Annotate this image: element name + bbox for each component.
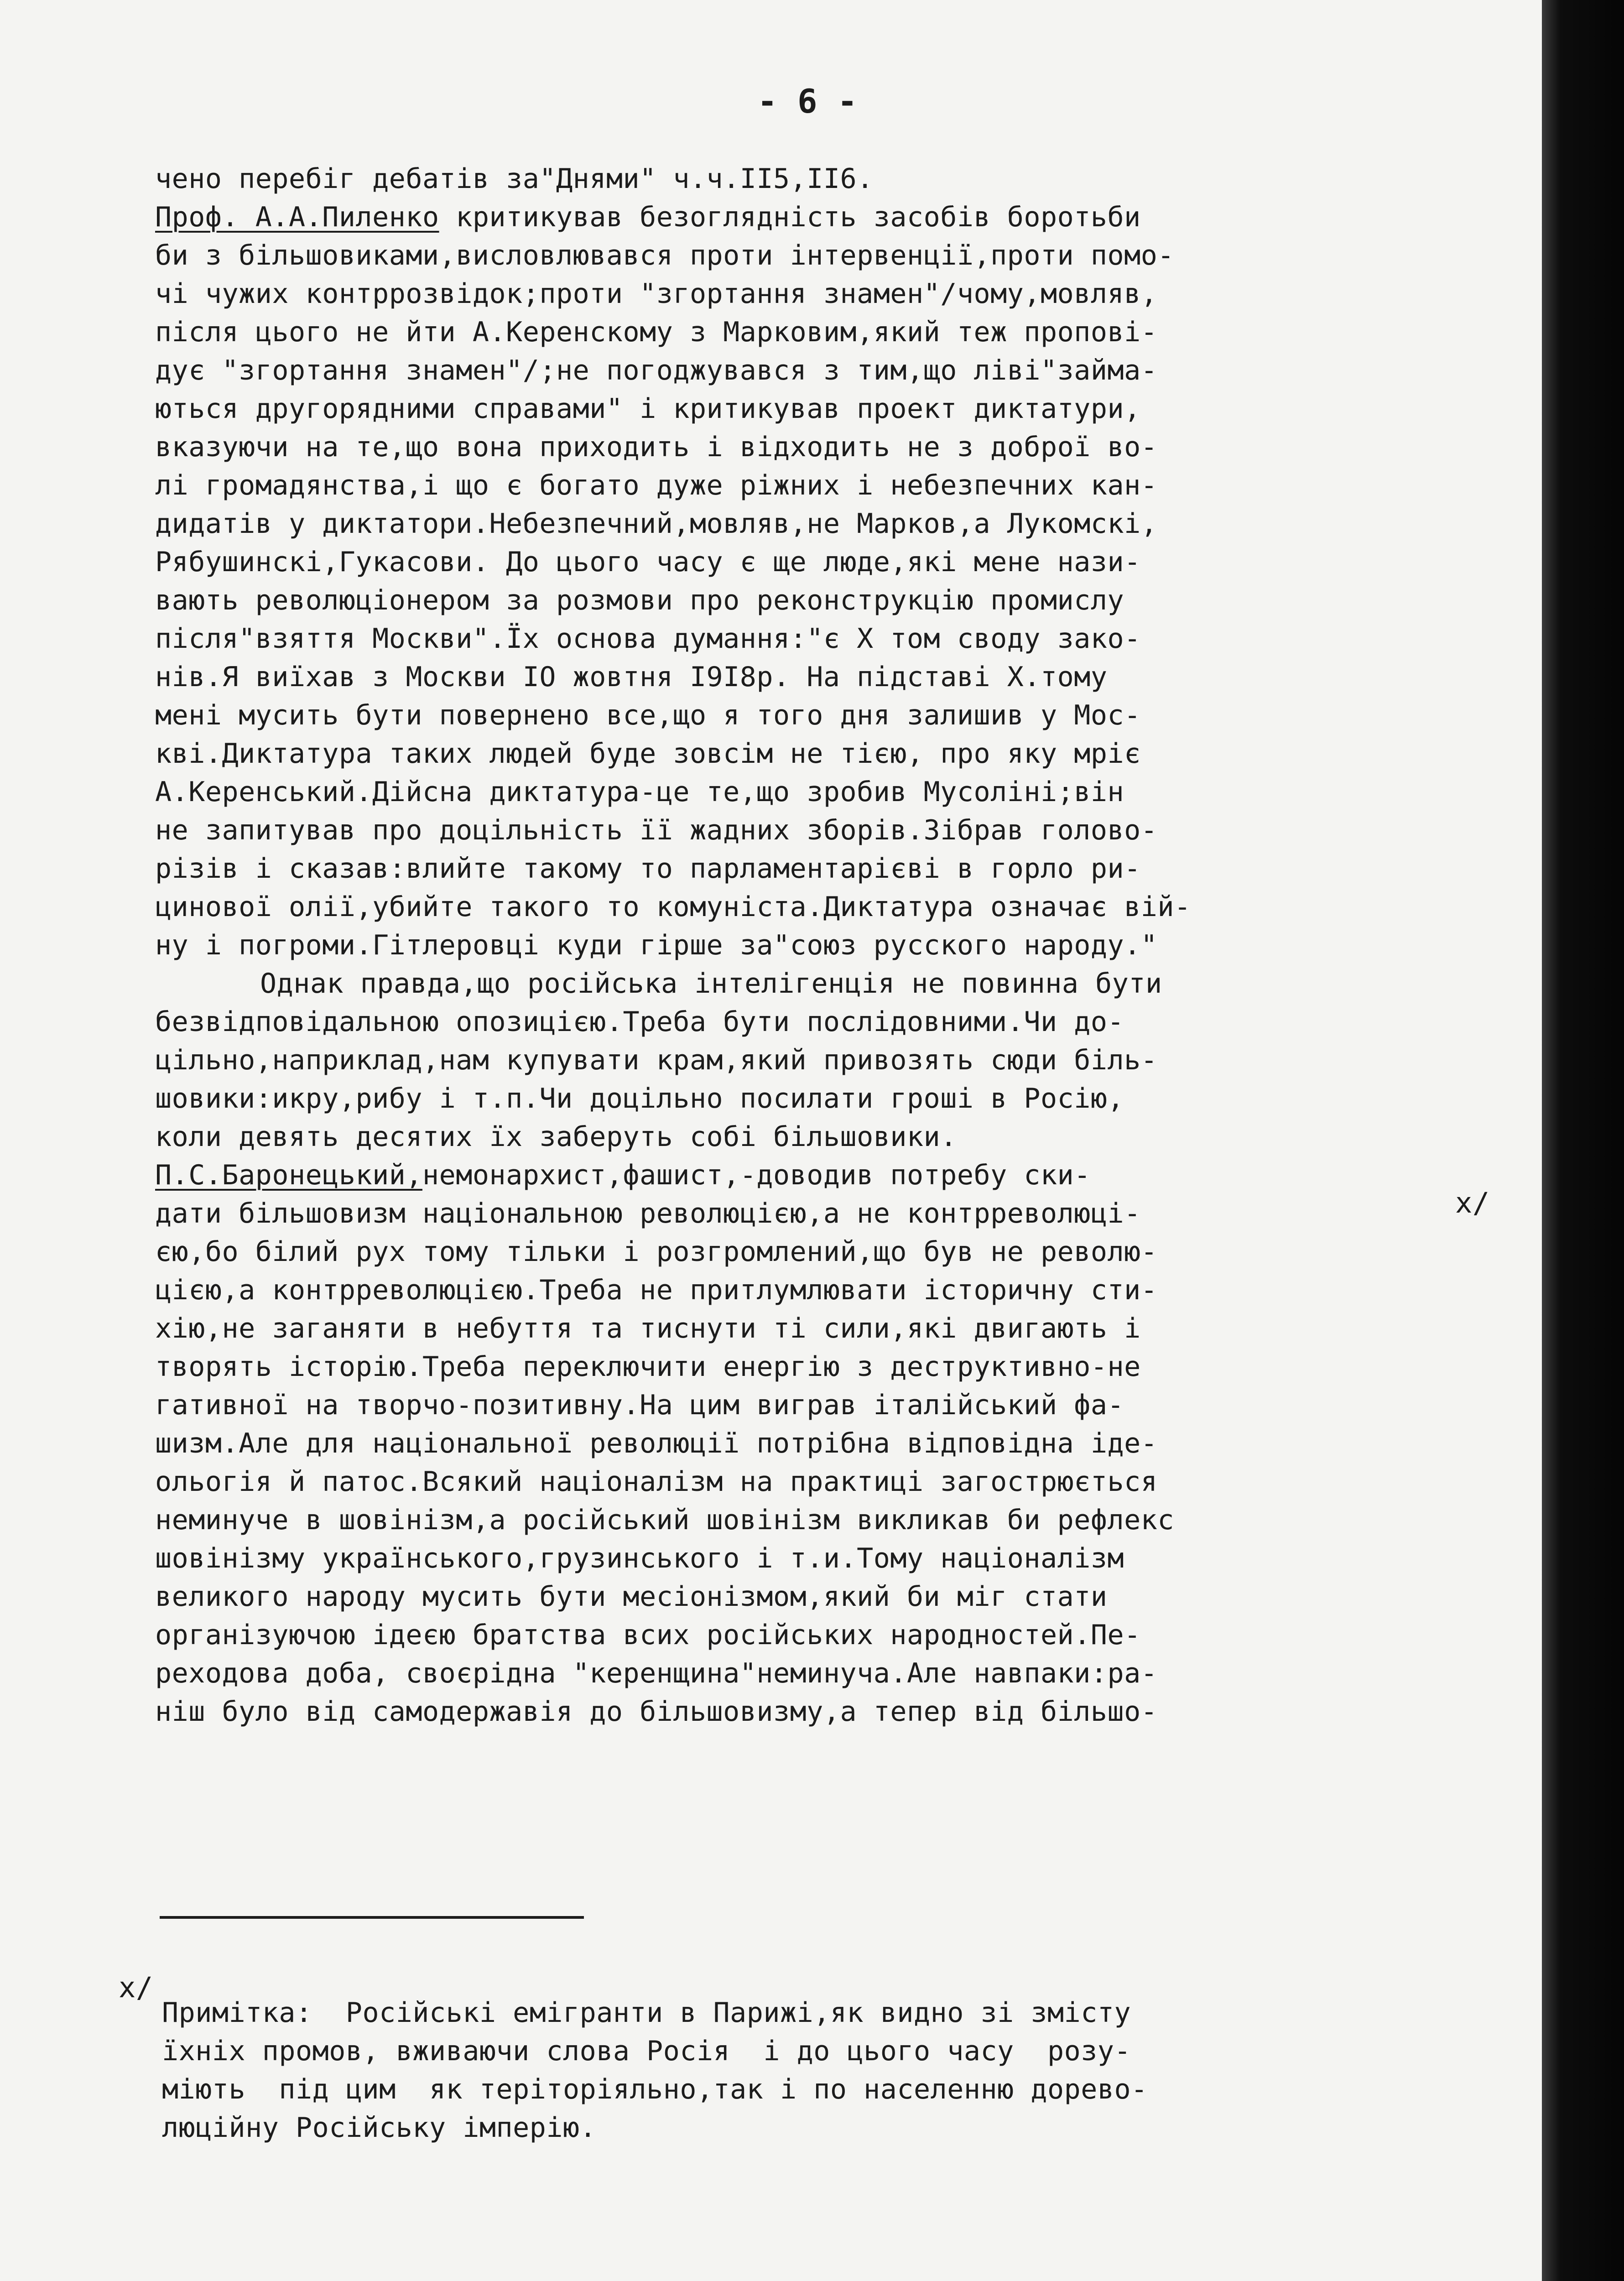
text-line [155, 1578, 1478, 1616]
line-text: ніш було від самодержавія до більшовизму,а тепер від більшо- [155, 1696, 1158, 1728]
line-text: мені мусить бути повернено все,що я того дня залишив у Мос- [155, 699, 1141, 731]
line-text: лі громадянства,і що є богато дуже ріжних і небезпечних кан- [155, 469, 1158, 501]
line-text: після цього не йти А.Керенскому з Марковим,який теж пропові- [155, 316, 1158, 348]
line-text: шовінізму українського,грузинського і т.и.Тому націоналізм [155, 1542, 1124, 1574]
text-line [155, 1233, 1478, 1271]
footnote-line: люційну Російську імперію. [162, 2112, 597, 2144]
text-line [155, 275, 1478, 313]
line-text: реходова доба, своєрідна "керенщина"неминуча.Але навпаки:ра- [155, 1657, 1158, 1689]
line-text: хію,не заганяти в небуття та тиснути ті сили,які двигають і [155, 1312, 1141, 1344]
text-line [155, 1654, 1478, 1693]
line-text: Рябушинскі,Гукасови. До цього часу є ще люде,які мене нази- [155, 546, 1141, 578]
text-line [155, 505, 1478, 543]
text-line [155, 198, 1478, 236]
text-line [155, 581, 1478, 620]
page-number: - 6 - [757, 82, 858, 120]
line-text: чі чужих контррозвідок;проти "згортання знамен"/чому,мовляв, [155, 278, 1158, 310]
text-line [155, 926, 1478, 964]
line-text: неминуче в шовінізм,а російський шовінізм викликав би рефлекс [155, 1504, 1175, 1536]
text-line [155, 1348, 1478, 1386]
text-line [155, 1079, 1478, 1118]
line-text: не запитував про доцільність її жадних зборів.Зібрав голово- [155, 814, 1158, 846]
line-text: критикував безоглядність засобів боротьби [439, 201, 1141, 233]
line-text: дує "згортання знамен"/;не погоджувався з тим,що ліві"займа- [155, 354, 1158, 386]
line-text: цільно,наприклад,нам купувати крам,який привозять сюди біль- [155, 1044, 1158, 1076]
text-line [155, 390, 1478, 428]
text-line [155, 1386, 1478, 1424]
line-text: гативної на творчо-позитивну.На цим виграв італійський фа- [155, 1389, 1124, 1421]
line-text: безвідповідальною опозицією.Треба бути послідовними.Чи до- [155, 1006, 1124, 1038]
line-text: вказуючи на те,що вона приходить і відходить не з доброї во- [155, 431, 1158, 463]
line-text: творять історію.Треба переключити енергію з деструктивно-не [155, 1351, 1141, 1383]
text-line [155, 620, 1478, 658]
text-line [155, 160, 1478, 198]
text-line [155, 1539, 1478, 1578]
text-line [155, 1501, 1478, 1539]
line-text: кві.Диктатура таких людей буде зовсім не тією, про яку мріє [155, 738, 1141, 770]
speaker-name: Проф. А.А.Пиленко [155, 201, 439, 233]
text-line [155, 658, 1478, 696]
text-line [155, 1003, 1478, 1041]
footnote-line: міють під цим як теріторіяльно,так і по населенню дорево- [162, 2073, 1148, 2105]
line-text: Однак правда,що російська інтелігенція не повинна бути [260, 968, 1162, 1000]
line-text: немонархист,фашист,-доводив потребу ски- [422, 1159, 1091, 1191]
line-text: різів і сказав:влийте такому то парламентарієві в горло ри- [155, 853, 1141, 885]
text-line [155, 1118, 1478, 1156]
footnote-reference-mark: x/ [1455, 1186, 1490, 1219]
text-line [155, 1424, 1478, 1463]
footnote-line: Примітка: Російські емігранти в Парижі,як видно зі змісту [162, 1997, 1131, 2029]
line-text: дидатів у диктатори.Небезпечний,мовляв,не Марков,а Лукомскі, [155, 508, 1158, 540]
line-text: ну і погроми.Гітлеровці куди гірше за"союз русского народу." [155, 929, 1158, 961]
line-text: після"взяття Москви".Їх основа думання:"є Х том своду зако- [155, 623, 1141, 655]
text-line [155, 313, 1478, 351]
line-text: нів.Я виїхав з Москви ІО жовтня І9І8р. На підставі Х.тому [155, 661, 1108, 693]
line-text: чено перебіг дебатів за"Днями" ч.ч.ІІ5,ІІ6. [155, 163, 874, 195]
text-line [155, 734, 1478, 773]
text-line [155, 811, 1478, 849]
line-text: шовики:икру,рибу і т.п.Чи доцільно посилати гроші в Росію, [155, 1083, 1124, 1114]
speaker-name: П.С.Баронецький, [155, 1159, 422, 1191]
footnote-mark: x/ [119, 1971, 153, 2004]
line-text: великого народу мусить бути месіонізмом,який би міг стати [155, 1581, 1108, 1613]
text-line [155, 1616, 1478, 1654]
line-text: дати більшовизм національною революцією,а не контрреволюці- [155, 1198, 1141, 1229]
scan-edge-shadow [1542, 0, 1624, 2281]
line-text: цією,а контрреволюцією.Треба не притлумлювати історичну сти- [155, 1274, 1158, 1306]
line-text: коли девять десятих їх заберуть собі більшовики. [155, 1121, 957, 1153]
footnote-divider [160, 1916, 584, 1919]
text-line [155, 888, 1478, 926]
line-text: би з більшовиками,висловлювався проти інтервенції,проти помо- [155, 240, 1175, 271]
text-line [155, 696, 1478, 734]
line-text: шизм.Але для національної революції потрібна відповідна іде- [155, 1427, 1158, 1459]
line-text: ються другорядними справами" і критикував проект диктатури, [155, 393, 1141, 425]
text-line [155, 964, 1478, 1003]
footnote-text [162, 1994, 1485, 2147]
text-line [155, 1309, 1478, 1348]
text-line [155, 1463, 1478, 1501]
body-text [155, 160, 1478, 1731]
line-text: організуючою ідеєю братства всих російських народностей.Пе- [155, 1619, 1141, 1651]
line-text: єю,бо білий рух тому тільки і розгромлений,що був не револю- [155, 1236, 1158, 1268]
text-line [155, 773, 1478, 811]
text-line [155, 236, 1478, 275]
text-line [155, 1156, 1478, 1194]
text-line [155, 351, 1478, 390]
line-text: цинової олії,убийте такого то комуніста.Диктатура означає вій- [155, 891, 1191, 923]
line-text: А.Керенський.Дійсна диктатура-це те,що зробив Мусоліні;він [155, 776, 1124, 808]
text-line [155, 1693, 1478, 1731]
text-line [155, 1194, 1478, 1233]
text-line [155, 466, 1478, 505]
text-line [155, 428, 1478, 466]
line-text: вають революціонером за розмови про реконструкцію промислу [155, 584, 1124, 616]
text-line [155, 849, 1478, 888]
footnote-line: їхніх промов, вживаючи слова Росія і до цього часу розу- [162, 2035, 1131, 2067]
text-line [155, 543, 1478, 581]
text-line [155, 1271, 1478, 1309]
text-line [155, 1041, 1478, 1079]
line-text: ольогія й патос.Всякий націоналізм на практиці загострюється [155, 1466, 1158, 1498]
